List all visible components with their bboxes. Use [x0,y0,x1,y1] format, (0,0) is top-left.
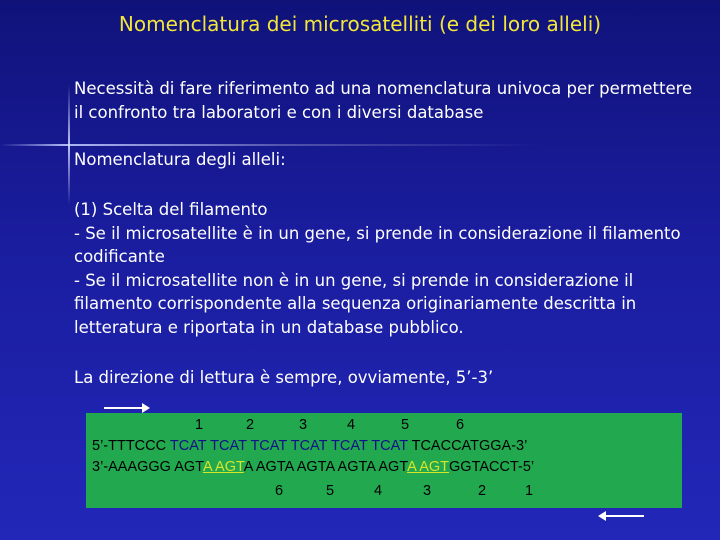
decorative-flare-vertical [68,85,70,205]
reading-direction-note: La direzione di lettura è sempre, ovviamente, 5’-3’ [74,368,494,387]
repeat-number: 1 [195,417,204,433]
repeat-number: 3 [423,483,432,499]
repeat-number: 4 [374,483,383,499]
paragraph-nomenclature-need: Necessità di fare riferimento ad una nomenclatura univoca per permettere il confronto tra laboratori e con i diversi database [74,79,693,122]
decorative-flare-horizontal [0,144,720,146]
strand-5-3: 5’-TTTCCC TCAT TCAT TCAT TCAT TCAT TCAT TCACCATGGA-3’ [92,438,528,454]
sequence-box [86,413,682,508]
repeat-number: 5 [326,483,335,499]
repeat-number: 3 [299,417,308,433]
paragraph-allele-nomenclature: Nomenclatura degli alleli: [74,150,286,169]
slide-title: Nomenclatura dei microsatelliti (e dei loro alleli) [118,12,602,36]
strand-choice-block [74,198,704,339]
repeat-number: 5 [401,417,410,433]
repeat-number: 6 [456,417,465,433]
arrow-left-icon [598,509,644,523]
repeat-number: 2 [478,483,487,499]
strand-3-5: 3’-AAAGGG AGTA AGTA AGTA AGTA AGTA AGTA AGTGGTACCT-5’ [92,459,535,475]
strand-choice-item-noncoding: - Se il microsatellite non è in un gene, si prende in considerazione il filamento corrispondente alla sequenza originariamente descritta in letteratura e riportata in un database pubblico. [74,270,637,337]
repeat-units: TCAT TCAT TCAT TCAT TCAT TCAT [169,438,408,454]
strand-choice-item-coding: - Se il microsatellite è in un gene, si prende in considerazione il filamento codificante [74,223,681,266]
strand-choice-heading: (1) Scelta del filamento [74,200,268,219]
repeat-number: 6 [275,483,284,499]
repeat-number: 4 [347,417,356,433]
repeat-number: 2 [246,417,255,433]
repeat-number: 1 [525,483,534,499]
